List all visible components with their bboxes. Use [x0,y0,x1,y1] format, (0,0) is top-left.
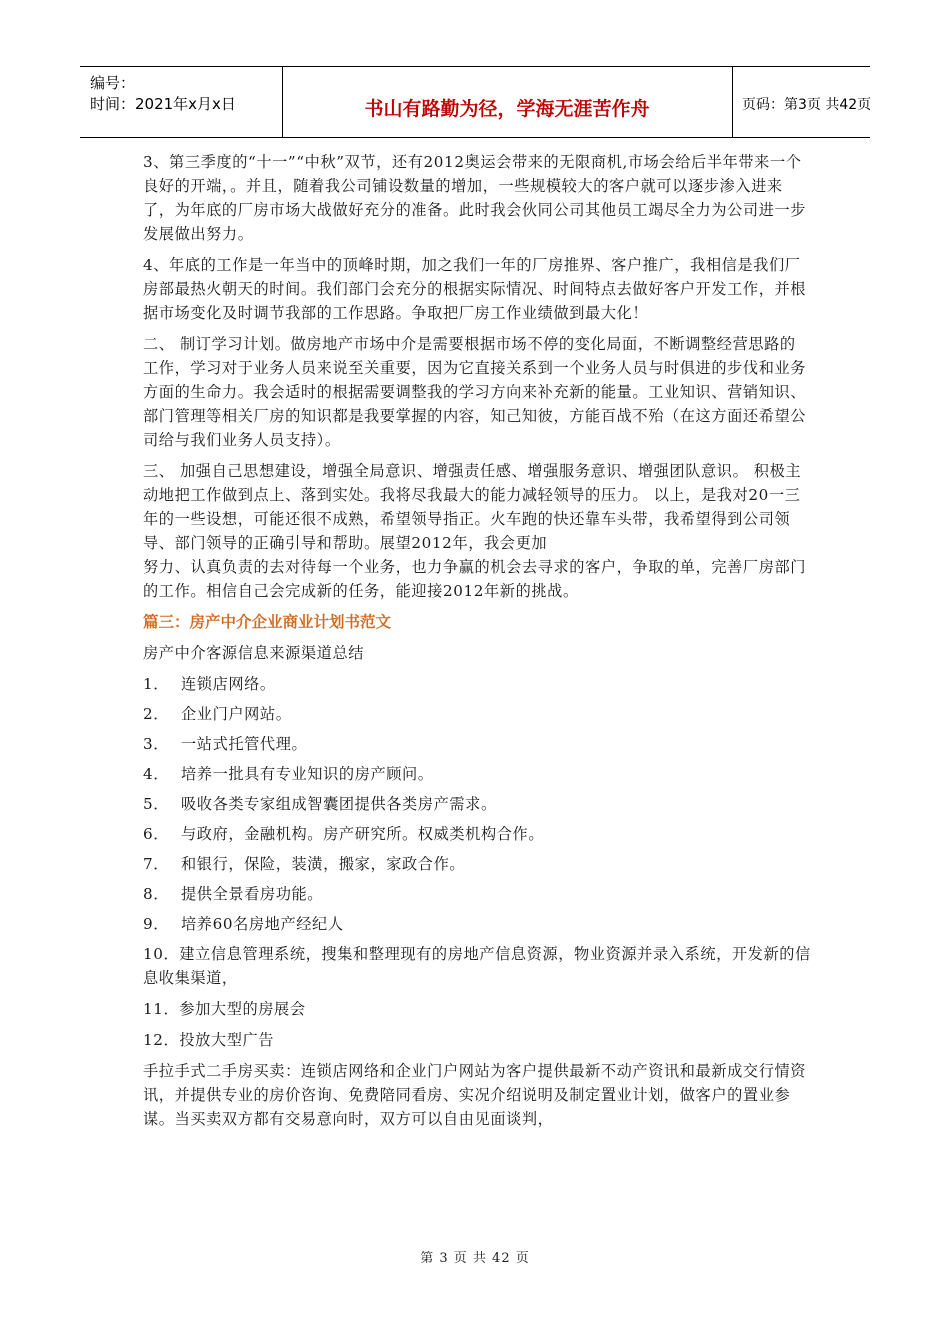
list-item: 5． 吸收各类专家组成智囊团提供各类房产需求。 [143,795,497,813]
paragraph-study-plan: 二、 制订学习计划。做房地产市场中介是需要根据市场不停的变化局面，不断调整经营思路的工作，学习对于业务人员来说至关重要，因为它直接关系到一个业务人员与时俱进的步伐和业务方面的生命力。我会适时的根据需要调整我的学习方向来补充新的能量。工业知识、营销知识、部门管理等相关厂房的知识都是我要掌握的内容，知己知彼，方能百战不殆（在这方面还希望公司给与我们业务人员支持）。 [143,335,807,449]
list-item: 10．建立信息管理系统，搜集和整理现有的房地产信息资源，物业资源并录入系统，开发新的信息收集渠道， [143,945,811,987]
paragraph-ideology: 三、 加强自己思想建设，增强全局意识、增强责任感、增强服务意识、增强团队意识。 积极主动地把工作做到点上、落到实处。我将尽我最大的能力减轻领导的压力。 以上，是我对20一三年的一些设想，可能还很不成熟，希望领导指正。火车跑的快还靠车头带，我希望得到公司领导、部门领导的正确引导和帮助。展望2012年，我会更加 [143,462,802,552]
list-item: 3． 一站式托管代理。 [143,735,308,753]
header-page-info: 页码：第3页 共42页 [742,97,872,113]
list-item: 7． 和银行，保险，装潢，搬家，家政合作。 [143,855,466,873]
header-meta-cell [80,67,283,137]
document-header [80,66,870,138]
list-item: 6． 与政府，金融机构。房产研究所。权威类机构合作。 [143,825,545,843]
list-intro: 房产中介客源信息来源渠道总结 [143,644,365,662]
paragraph-q3: 3、第三季度的“十一”“中秋”双节，还有2012奥运会带来的无限商机,市场会给后半年带来一个良好的开端，。并且，随着我公司铺设数量的增加，一些规模较大的客户就可以逐步渗入进来了，为年底的厂房市场大战做好充分的准备。此时我会伙同公司其他员工竭尽全力为公司进一步发展做出努力。 [143,153,807,243]
list-item: 8． 提供全景看房功能。 [143,885,324,903]
list-item: 9． 培养60名房地产经纪人 [143,915,344,933]
header-motto: 书山有路勤为径，学海无涯苦作舟 [364,98,650,120]
list-item: 12．投放大型广告 [143,1031,275,1049]
list-item: 11．参加大型的房展会 [143,1000,306,1018]
paragraph-q4: 4、年底的工作是一年当中的顶峰时期，加之我们一年的厂房推界、客户推广，我相信是我们厂房部最热火朝天的时间。我们部门会充分的根据实际情况、时间特点去做好客户开发工作，并根据市场变化及时调节我部的工作思路。争取把厂房工作业绩做到最大化！ [143,256,807,322]
paragraph-secondhand: 手拉手式二手房买卖：连锁店网络和企业门户网站为客户提供最新不动产资讯和最新成交行情资讯，并提供专业的房价咨询、免费陪同看房、实况介绍说明及制定置业计划，做客户的置业参谋。当买卖双方都有交易意向时，双方可以自由见面谈判， [143,1062,807,1128]
document-body [143,150,811,1138]
page-footer: 第 3 页 共 42 页 [420,1251,530,1266]
list-item: 4． 培养一批具有专业知识的房产顾问。 [143,765,434,783]
section-title: 篇三：房产中介企业商业计划书范文 [143,613,392,631]
number-label: 编号： [90,74,136,92]
header-motto-cell [282,67,733,137]
list-item: 2． 企业门户网站。 [143,705,292,723]
date-label: 时间：2021年x月x日 [90,95,236,113]
paragraph-effort: 努力、认真负责的去对待每一个业务，也力争赢的机会去寻求的客户，争取的单，完善厂房部门的工作。相信自己会完成新的任务，能迎接2012年新的挑战。 [143,558,807,600]
list-item: 1． 连锁店网络。 [143,675,276,693]
header-page-cell [732,67,870,137]
